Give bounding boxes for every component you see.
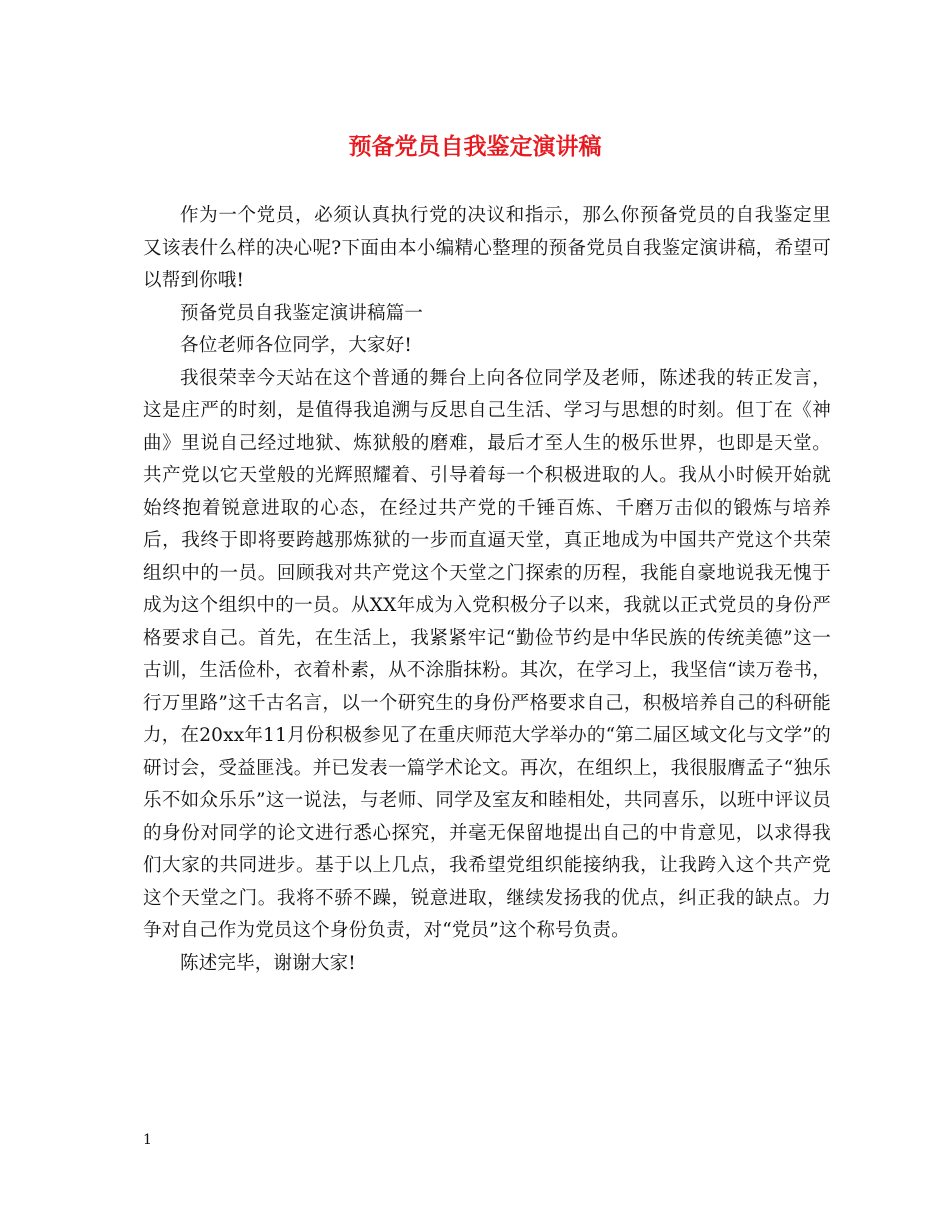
document-title: 预备党员自我鉴定演讲稿 <box>348 133 602 160</box>
section-heading: 预备党员自我鉴定演讲稿篇一 <box>180 302 424 324</box>
document-body <box>143 200 831 980</box>
page-number: 1 <box>143 1132 152 1148</box>
speech-body-paragraph: 我很荣幸今天站在这个普通的舞台上向各位同学及老师，陈述我的转正发言，这是庄严的时刻，是值得我追溯与反思自己生活、学习与思想的时刻。但丁在《神曲》里说自己经过地狱、炼狱般的磨难，最后才至人生的极乐世界，也即是天堂。共产党以它天堂般的光辉照耀着、引导着每一个积极进取的人。我从小时候开始就始终抱着锐意进取的心态，在经过共产党的千锤百炼、千磨万击似的锻炼与培养后，我终于即将要跨越那炼狱的一步而直逼天堂，真正地成为中国共产党这个共荣组织中的一员。回顾我对共产党这个天堂之门探索的历程，我能自豪地说我无愧于成为这个组织中的一员。从XX年成为入党积极分子以来，我就以正式党员的身份严格要求自己。首先，在生活上，我紧紧牢记“勤俭节约是中华民族的传统美德”这一古训，生活俭朴，衣着朴素，从不涂脂抹粉。其次，在学习上，我坚信“读万卷书，行万里路”这千古名言，以一个研究生的身份严格要求自己，积极培养自己的科研能力，在20xx年11月份积极参见了在重庆师范大学举办的“第二届区域文化与文学”的研讨会，受益匪浅。并已发表一篇学术论文。再次，在组织上，我很服膺孟子“独乐乐不如众乐乐”这一说法，与老师、同学及室友和睦相处，共同喜乐，以班中评议员的身份对同学的论文进行悉心探究，并毫无保留地提出自己的中肯意见，以求得我们大家的共同进步。基于以上几点，我希望党组织能接纳我，让我跨入这个共产党这个天堂之门。我将不骄不躁，锐意进取，继续发扬我的优点，纠正我的缺点。力争对自己作为党员这个身份负责，对“党员”这个称号负责。 <box>143 367 831 941</box>
intro-paragraph: 作为一个党员，必须认真执行党的决议和指示，那么你预备党员的自我鉴定里又该表什么样的决心呢?下面由本小编精心整理的预备党员自我鉴定演讲稿，希望可以帮到你哦! <box>143 205 831 291</box>
greeting-paragraph: 各位老师各位同学，大家好! <box>180 335 413 356</box>
closing-paragraph: 陈述完毕，谢谢大家! <box>180 952 356 974</box>
